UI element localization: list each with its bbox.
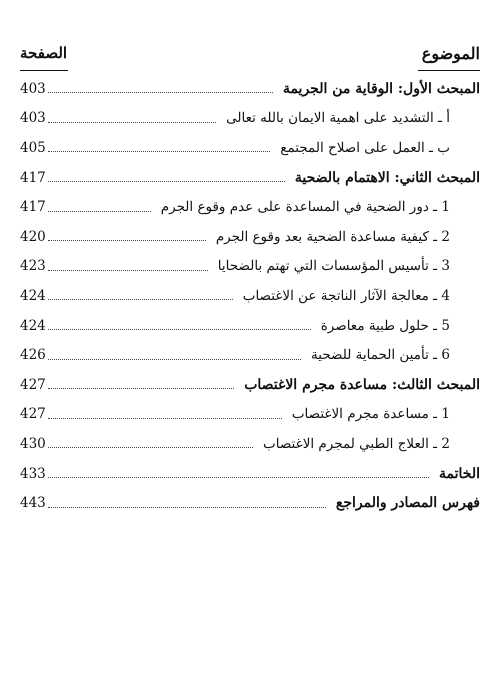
toc-entry-title: الخاتمة [439, 465, 480, 482]
table-of-contents [20, 74, 480, 518]
toc-section-entry [20, 74, 480, 104]
toc-subsection-entry [20, 340, 480, 370]
dot-leader [48, 151, 270, 152]
topic-heading-underline [418, 70, 480, 71]
toc-entry-title: المبحث الثاني: الاهتمام بالضحية [294, 169, 480, 186]
dot-leader [48, 418, 282, 419]
toc-entry-title: المبحث الثالث: مساعدة مجرم الاغتصاب [244, 376, 480, 393]
toc-page-number: 424 [20, 287, 46, 304]
toc-entry-title: 2 ـ كيفية مساعدة الضحية بعد وقوع الجرم [215, 228, 450, 245]
dot-leader [48, 388, 234, 389]
toc-subsection-entry [20, 281, 480, 311]
toc-entry-title: 2 ـ العلاج الطبي لمجرم الاغتصاب [263, 435, 450, 452]
toc-subsection-entry [20, 192, 480, 222]
toc-subsection-entry [20, 311, 480, 341]
toc-entry-title: 1 ـ دور الضحية في المساعدة على عدم وقوع الجرم [160, 199, 450, 216]
toc-page-number: 443 [20, 495, 46, 512]
toc-entry-title: ب ـ العمل على اصلاح المجتمع [280, 139, 450, 156]
dot-leader [48, 359, 301, 360]
toc-subsection-entry [20, 133, 480, 163]
dot-leader [48, 299, 233, 300]
toc-page-number: 423 [20, 258, 46, 275]
toc-entry-title: أ ـ التشديد على اهمية الايمان بالله تعالى [226, 110, 450, 127]
toc-page-number: 417 [20, 199, 46, 216]
toc-header [20, 44, 480, 74]
toc-page-number: 403 [20, 110, 46, 127]
page-column-heading: الصفحة [20, 44, 68, 62]
toc-entry-title: فهرس المصادر والمراجع [335, 495, 480, 512]
toc-page-number: 403 [20, 80, 46, 97]
toc-subsection-entry [20, 400, 480, 430]
toc-entry-title: 1 ـ مساعدة مجرم الاغتصاب [291, 406, 450, 423]
toc-entry-title: 6 ـ تأمين الحماية للضحية [311, 347, 450, 364]
toc-section-entry [20, 163, 480, 193]
dot-leader [48, 122, 216, 123]
toc-page-number: 430 [20, 435, 46, 452]
toc-entry-title: 4 ـ معالجة الآثار الناتجة عن الاغتصاب [242, 287, 450, 304]
dot-leader [48, 181, 285, 182]
toc-section-entry [20, 459, 480, 489]
toc-entry-title: 3 ـ تأسيس المؤسسات التي تهتم بالضحايا [217, 258, 450, 275]
toc-page-number: 417 [20, 169, 46, 186]
dot-leader [48, 329, 311, 330]
dot-leader [48, 211, 151, 212]
dot-leader [48, 477, 429, 478]
dot-leader [48, 507, 326, 508]
toc-subsection-entry [20, 222, 480, 252]
toc-page-number: 426 [20, 347, 46, 364]
toc-page-number: 420 [20, 228, 46, 245]
toc-subsection-entry [20, 252, 480, 282]
toc-page-number: 427 [20, 376, 46, 393]
toc-section-entry [20, 488, 480, 518]
toc-page-number: 433 [20, 465, 46, 482]
page-heading-underline [20, 70, 68, 71]
toc-section-entry [20, 370, 480, 400]
dot-leader [48, 240, 206, 241]
toc-entry-title: 5 ـ حلول طبية معاصرة [320, 317, 450, 334]
toc-subsection-entry [20, 104, 480, 134]
toc-page-number: 405 [20, 139, 46, 156]
dot-leader [48, 447, 253, 448]
toc-page-number: 427 [20, 406, 46, 423]
topic-column-heading: الموضوع [421, 44, 480, 63]
toc-page-number: 424 [20, 317, 46, 334]
toc-entry-title: المبحث الأول: الوقاية من الجريمة [282, 80, 480, 97]
toc-subsection-entry [20, 429, 480, 459]
dot-leader [48, 92, 273, 93]
dot-leader [48, 270, 208, 271]
